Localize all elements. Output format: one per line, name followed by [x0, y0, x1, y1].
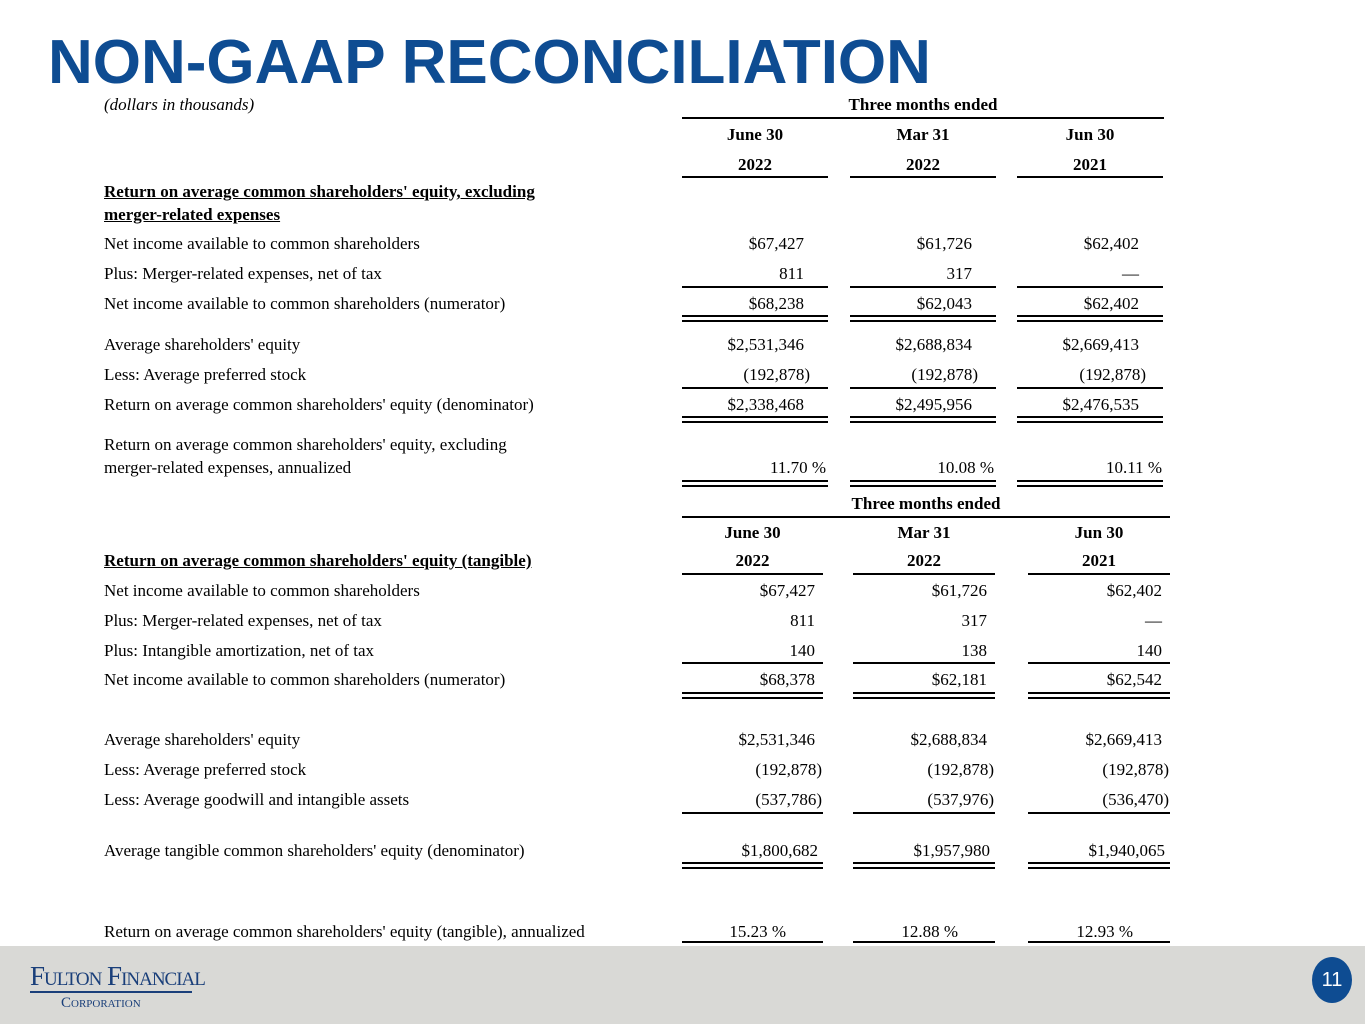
- sum-rule: [682, 387, 828, 389]
- row-label: Net income available to common shareholders (numerator): [104, 294, 506, 313]
- ratio-label: Return on average common shareholders' equity (tangible), annualized: [104, 922, 585, 941]
- row-label: Plus: Intangible amortization, net of tax: [104, 641, 375, 660]
- cell-value: $2,688,834: [910, 730, 987, 749]
- total-double-rule: [1017, 416, 1163, 423]
- col-rule: [682, 176, 828, 178]
- total-double-rule: [682, 315, 828, 322]
- cell-value: 138: [961, 641, 987, 660]
- cell-value: $62,402: [1083, 294, 1139, 313]
- cell-value: $62,542: [1106, 670, 1162, 689]
- cell-value: $62,402: [1106, 581, 1162, 600]
- total-double-rule: [850, 416, 996, 423]
- ratio-value: 12.93 %: [1076, 922, 1133, 941]
- units-note: (dollars in thousands): [104, 95, 255, 114]
- cell-value: $61,726: [916, 234, 972, 253]
- cell-value: (192,878): [927, 760, 994, 779]
- col-rule: [850, 176, 996, 178]
- cell-value: $1,940,065: [1088, 841, 1165, 860]
- col-rule: [853, 573, 995, 575]
- cell-value: $1,800,682: [741, 841, 818, 860]
- cell-value: 140: [789, 641, 815, 660]
- total-double-rule: [1028, 692, 1170, 699]
- col2-month: Mar 31: [897, 523, 951, 542]
- cell-value: (192,878): [911, 365, 978, 384]
- col1-year: 2022: [738, 155, 772, 174]
- col3-year: 2021: [1082, 551, 1116, 570]
- company-logo: [30, 961, 205, 1013]
- cell-value: 317: [946, 264, 972, 283]
- total-double-rule: [850, 315, 996, 322]
- period-header: Three months ended: [848, 95, 998, 114]
- cell-value: $2,531,346: [738, 730, 815, 749]
- col3-year: 2021: [1073, 155, 1107, 174]
- total-double-rule: [1017, 315, 1163, 322]
- col3-month: Jun 30: [1074, 523, 1124, 542]
- col1-year: 2022: [735, 551, 770, 570]
- cell-value: $2,495,956: [895, 395, 972, 414]
- sum-rule: [682, 812, 823, 814]
- sum-rule: [1028, 812, 1170, 814]
- sum-rule: [850, 286, 996, 288]
- cell-value: (192,878): [755, 760, 822, 779]
- section2-heading: Return on average common shareholders' equity (tangible): [104, 551, 532, 570]
- cell-value: $68,378: [759, 670, 815, 689]
- total-double-rule: [1028, 862, 1170, 869]
- ratio-value: 12.88 %: [901, 922, 958, 941]
- row-label: Average shareholders' equity: [104, 730, 301, 749]
- sum-rule: [1017, 387, 1163, 389]
- total-double-rule: [682, 692, 823, 699]
- cell-value: (536,470): [1102, 790, 1169, 809]
- sum-rule: [1017, 286, 1163, 288]
- row-label: Net income available to common shareholders: [104, 581, 420, 600]
- cell-value: 811: [790, 611, 815, 630]
- ratio-value: 15.23 %: [729, 922, 786, 941]
- col-rule: [682, 573, 823, 575]
- page-number-badge: 11: [1312, 957, 1352, 1003]
- cell-value: $2,669,413: [1062, 335, 1139, 354]
- cell-value: $2,669,413: [1085, 730, 1162, 749]
- row-label: Plus: Merger-related expenses, net of tax: [104, 611, 382, 630]
- cell-value: (192,878): [1102, 760, 1169, 779]
- row-label: Less: Average preferred stock: [104, 365, 307, 384]
- row-label: Average shareholders' equity: [104, 335, 301, 354]
- ratio-value: 11.70 %: [769, 458, 826, 477]
- logo-subtitle: Corporation: [61, 995, 141, 1011]
- col2-month: Mar 31: [896, 125, 950, 144]
- cell-value: —: [1145, 611, 1162, 630]
- sum-rule: [1028, 662, 1170, 664]
- row-label: Net income available to common shareholders (numerator): [104, 670, 506, 689]
- cell-value: $61,726: [931, 581, 987, 600]
- section1-heading-line2: merger-related expenses: [104, 205, 281, 224]
- ratio-label-line2: merger-related expenses, annualized: [104, 458, 352, 477]
- page-title: NON-GAAP RECONCILIATION: [48, 28, 931, 97]
- logo-wordmark: Fulton Financial: [30, 961, 205, 991]
- sum-rule: [682, 286, 828, 288]
- header-rule: [682, 516, 1170, 518]
- cell-value: —: [1122, 264, 1139, 283]
- row-label: Less: Average goodwill and intangible assets: [104, 790, 410, 809]
- col1-month: June 30: [726, 125, 784, 144]
- ratio-value: 10.08 %: [937, 458, 994, 477]
- col-rule: [1028, 573, 1170, 575]
- total-double-rule: [853, 692, 995, 699]
- sum-rule: [850, 387, 996, 389]
- cell-value: $1,957,980: [913, 841, 990, 860]
- cell-value: 811: [779, 264, 804, 283]
- cell-value: (537,786): [755, 790, 822, 809]
- col2-year: 2022: [907, 551, 941, 570]
- cell-value: 140: [1136, 641, 1162, 660]
- total-double-rule: [1017, 480, 1163, 487]
- ratio-label-line1: Return on average common shareholders' equity, excluding: [104, 435, 507, 454]
- col2-year: 2022: [906, 155, 940, 174]
- sum-rule: [682, 662, 823, 664]
- cell-value: $62,043: [916, 294, 972, 313]
- cell-value: $2,338,468: [727, 395, 804, 414]
- col3-month: Jun 30: [1065, 125, 1115, 144]
- cell-value: $67,427: [759, 581, 815, 600]
- cell-value: $62,181: [931, 670, 987, 689]
- ratio-value: 10.11 %: [1105, 458, 1162, 477]
- section1-heading-line1: Return on average common shareholders' equity, excluding: [104, 182, 535, 201]
- cell-value: $2,688,834: [895, 335, 972, 354]
- cell-value: (192,878): [743, 365, 810, 384]
- sum-rule: [853, 662, 995, 664]
- cell-value: 317: [961, 611, 987, 630]
- col1-month: June 30: [724, 523, 781, 542]
- row-label: Less: Average preferred stock: [104, 760, 307, 779]
- total-double-rule: [682, 480, 828, 487]
- cell-value: $68,238: [748, 294, 804, 313]
- total-double-rule: [850, 480, 996, 487]
- total-double-rule: [682, 862, 823, 869]
- total-double-rule: [853, 862, 995, 869]
- cell-value: $62,402: [1083, 234, 1139, 253]
- period-header-2: Three months ended: [851, 494, 1001, 513]
- cell-value: $67,427: [748, 234, 804, 253]
- header-rule: [682, 117, 1164, 119]
- row-label: Return on average common shareholders' equity (denominator): [104, 395, 534, 414]
- cell-value: $2,531,346: [727, 335, 804, 354]
- cell-value: (537,976): [927, 790, 994, 809]
- col-rule: [1017, 176, 1163, 178]
- cell-value: (192,878): [1079, 365, 1146, 384]
- row-label: Average tangible common shareholders' equity (denominator): [104, 841, 525, 860]
- total-double-rule: [682, 416, 828, 423]
- row-label: Plus: Merger-related expenses, net of tax: [104, 264, 382, 283]
- row-label: Net income available to common shareholders: [104, 234, 420, 253]
- sum-rule: [853, 812, 995, 814]
- cell-value: $2,476,535: [1062, 395, 1139, 414]
